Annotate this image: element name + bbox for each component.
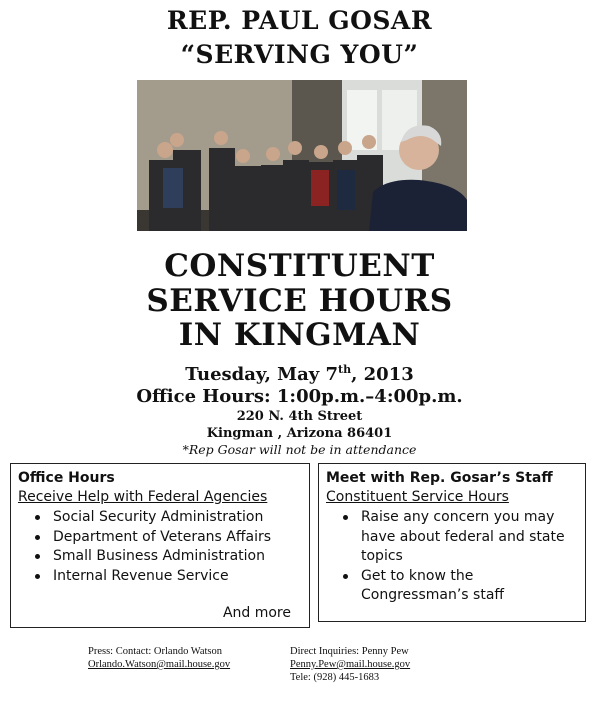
- headline-line-3: IN KINGMAN: [178, 317, 421, 353]
- event-hours: Office Hours: 1:00p.m.–4:00p.m.: [136, 386, 463, 407]
- address-line-2: Kingman , Arizona 86401: [206, 426, 393, 441]
- direct-inquiries: [290, 645, 410, 684]
- headline-line-2: SERVICE HOURS: [146, 283, 453, 319]
- list-item: Department of Veterans Affairs: [35, 528, 271, 548]
- list-item: Internal Revenue Service: [35, 567, 271, 587]
- inquiries-email-link[interactable]: Penny.Pew@mail.house.gov: [290, 659, 411, 670]
- list-item: Get to know the Congressman’s staff: [343, 567, 583, 606]
- list-item: Raise any concern you may have about federal and state topics: [343, 508, 583, 567]
- list-item: Small Business Administration: [35, 547, 271, 567]
- attendance-note: *Rep Gosar will not be in attendance: [182, 442, 417, 457]
- page-title: REP. PAUL GOSAR: [166, 6, 433, 35]
- press-contact-label: Press: Contact: Orlando Watson: [88, 646, 222, 657]
- event-photo: [137, 80, 467, 231]
- press-contact: [88, 645, 230, 671]
- address-line-1: 220 N. 4th Street: [236, 409, 363, 424]
- agency-list: [35, 508, 271, 586]
- list-item: Social Security Administration: [35, 508, 271, 528]
- office-hours-title: Office Hours: [18, 470, 115, 486]
- phone-number: Tele: (928) 445-1683: [290, 672, 380, 683]
- event-date: Tuesday, May 7th, 2013: [185, 363, 414, 385]
- page-subtitle: “SERVING YOU”: [180, 40, 419, 69]
- press-email-link[interactable]: Orlando.Watson@mail.house.gov: [88, 659, 231, 670]
- office-hours-subtitle: Receive Help with Federal Agencies: [18, 489, 268, 505]
- staff-box-title: Meet with Rep. Gosar’s Staff: [326, 470, 553, 486]
- office-hours-box: [10, 463, 310, 628]
- and-more-text: And more: [222, 605, 291, 621]
- staff-box: [318, 463, 586, 622]
- inquiries-label: Direct Inquiries: Penny Pew: [290, 646, 409, 657]
- headline-line-1: CONSTITUENT: [164, 248, 435, 284]
- staff-topics-list: [343, 508, 583, 606]
- staff-box-subtitle: Constituent Service Hours: [326, 489, 509, 505]
